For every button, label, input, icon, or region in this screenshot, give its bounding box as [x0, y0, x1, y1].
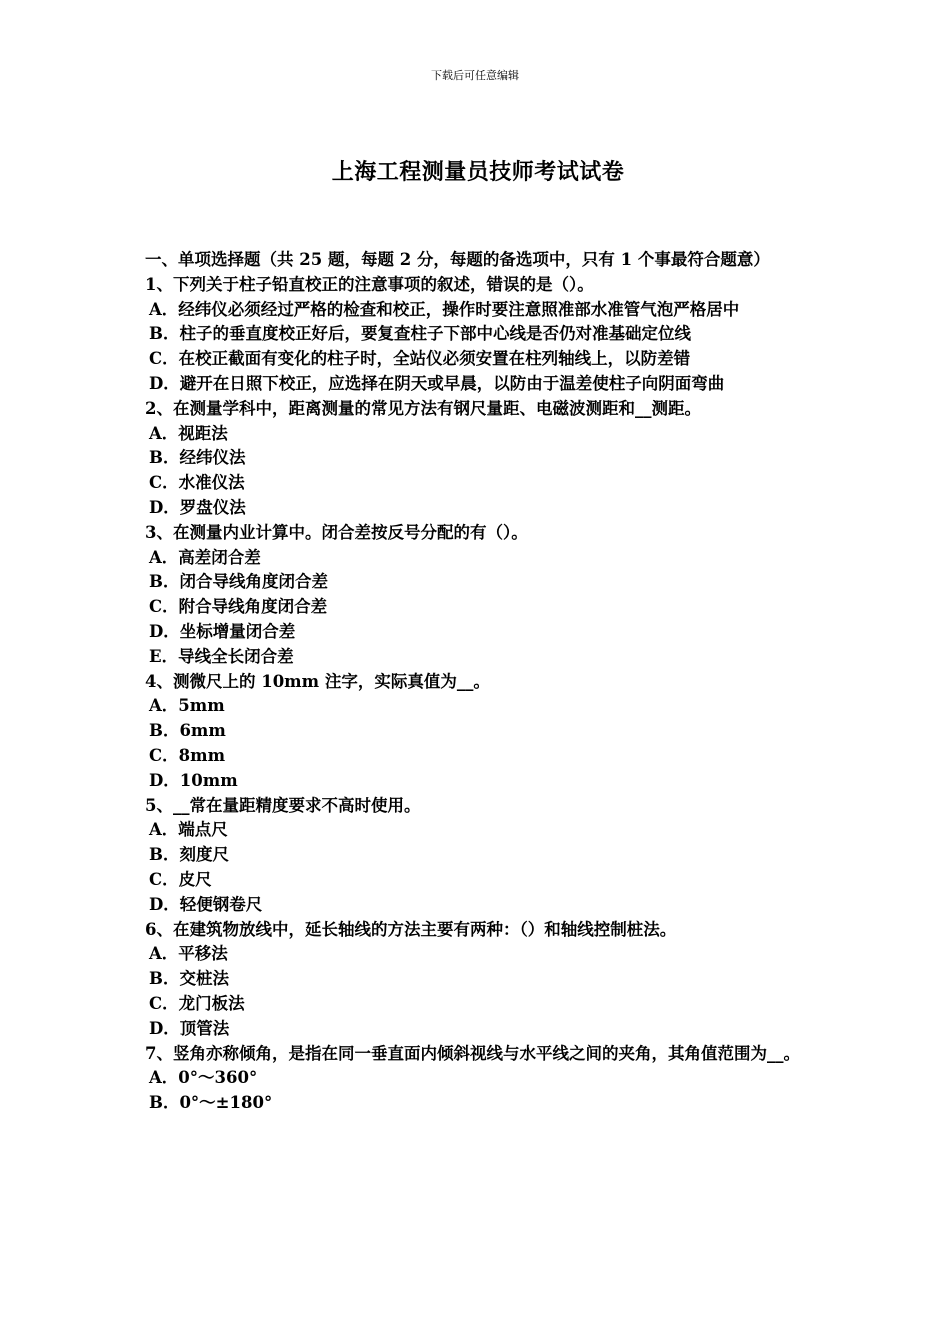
option-b: B．柱子的垂直度校正好后，要复查柱子下部中心线是否仍对准基础定位线: [149, 324, 691, 344]
question-1: [145, 273, 813, 397]
question-stem: 7、竖角亦称倾角，是指在同一垂直面内倾斜视线与水平线之间的夹角，其角值范围为__。: [145, 1043, 800, 1063]
question-stem: 3、在测量内业计算中。闭合差按反号分配的有（）。: [145, 522, 528, 542]
question-3: [145, 521, 813, 670]
option-c: C．在校正截面有变化的柱子时，全站仪必须安置在柱列轴线上，以防差错: [149, 349, 691, 369]
option-d: D．坐标增量闭合差: [149, 621, 296, 641]
option-d: D．10mm: [149, 770, 238, 790]
option-c: C．皮尺: [149, 869, 212, 889]
option-c: C．8mm: [149, 745, 226, 765]
option-b: B．6mm: [149, 721, 226, 741]
header-note: 下载后可任意编辑: [431, 69, 519, 82]
option-b: B．经纬仪法: [149, 448, 246, 468]
option-b: B．交桩法: [149, 969, 229, 989]
option-a: A．端点尺: [149, 820, 228, 840]
option-b: B．闭合导线角度闭合差: [149, 572, 328, 592]
question-6: [145, 918, 813, 1042]
option-a: A．视距法: [149, 423, 228, 443]
document-title: 上海工程测量员技师考试试卷: [331, 159, 625, 185]
option-a: A．高差闭合差: [149, 547, 261, 567]
option-d: D．罗盘仪法: [149, 497, 246, 517]
question-7: [145, 1042, 813, 1116]
question-stem: 5、__常在量距精度要求不高时使用。: [145, 795, 421, 815]
option-a: A．0°～360°: [149, 1068, 258, 1088]
option-c: C．水准仪法: [149, 473, 245, 493]
question-2: [145, 397, 813, 521]
option-d: D．轻便钢卷尺: [149, 894, 263, 914]
option-d: D．避开在日照下校正，应选择在阴天或早晨，以防由于温差使柱子向阴面弯曲: [149, 373, 725, 393]
option-c: C．龙门板法: [149, 993, 245, 1013]
exam-content: [145, 248, 813, 1116]
option-c: C．附合导线角度闭合差: [149, 597, 328, 617]
question-stem: 2、在测量学科中，距离测量的常见方法有钢尺量距、电磁波测距和__测距。: [145, 398, 701, 418]
option-b: B．0°～±180°: [149, 1093, 273, 1113]
option-e: E．导线全长闭合差: [149, 646, 294, 666]
section-heading: 一、单项选择题（共 25 题，每题 2 分，每题的备选项中，只有 1 个事最符合题意）: [145, 250, 770, 269]
question-5: [145, 794, 813, 918]
option-a: A．平移法: [149, 944, 228, 964]
question-4: [145, 670, 813, 794]
option-a: A．5mm: [149, 696, 225, 716]
option-b: B．刻度尺: [149, 845, 229, 865]
question-stem: 6、在建筑物放线中，延长轴线的方法主要有两种：（）和轴线控制桩法。: [145, 919, 677, 939]
option-d: D．顶管法: [149, 1018, 230, 1038]
option-a: A．经纬仪必须经过严格的检查和校正，操作时要注意照准部水准管气泡严格居中: [149, 299, 740, 319]
question-stem: 4、测微尺上的 10mm 注字，实际真值为__。: [145, 671, 490, 691]
question-stem: 1、下列关于柱子铅直校正的注意事项的叙述，错误的是（）。: [145, 274, 594, 294]
